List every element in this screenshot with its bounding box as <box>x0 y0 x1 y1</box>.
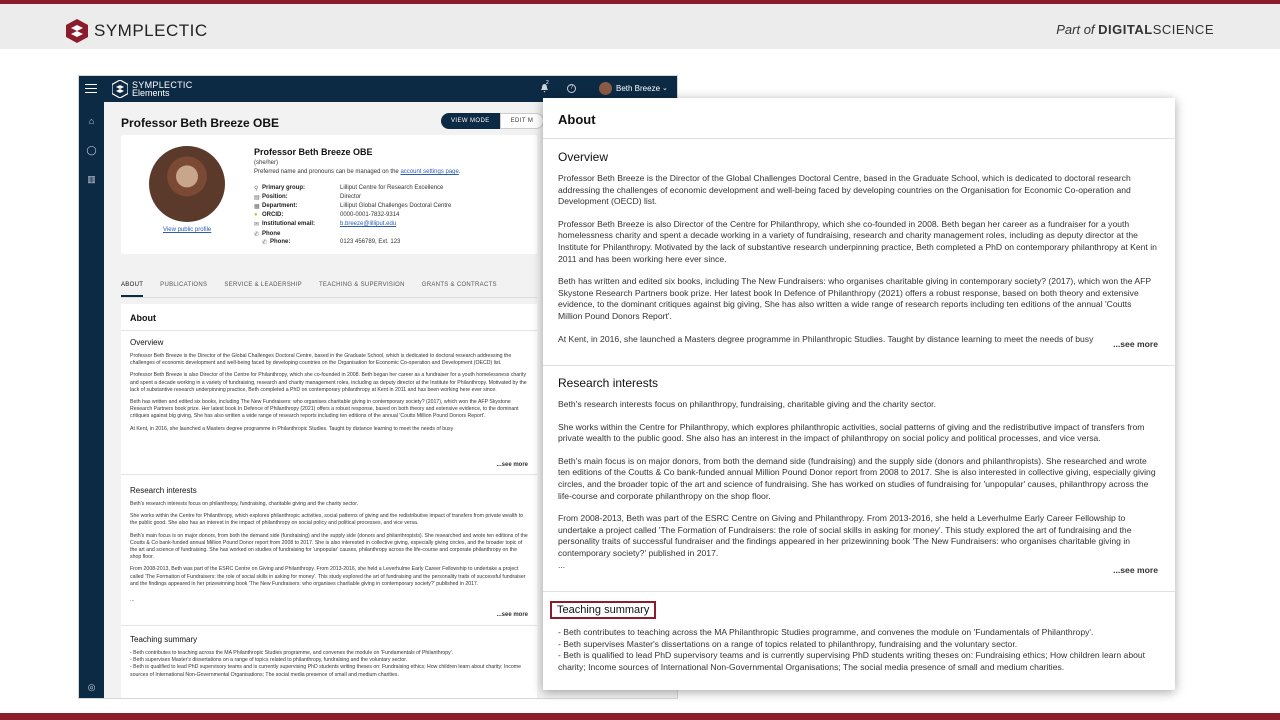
divider <box>121 625 537 626</box>
overview-paragraph: Professor Beth Breeze is also Director of the Centre for Philanthropy, which she co-founded in 2008. Beth began her career as a fundraiser for a youth homelessness charity and spent a decade working in a variety of fundraising, research and charity management roles, including as deputy director at the Institute for Philanthropy. Motivated by the lack of substantive research underpinning practice, Beth completed a PhD on contemporary philanthropy at Kent in 2011 and has been working here ever since. <box>558 218 1157 264</box>
position-row <box>254 194 361 201</box>
notification-count: 2 <box>546 80 549 86</box>
research-heading: Research interests <box>130 486 197 495</box>
about-zoom-overlay <box>543 98 1175 690</box>
research-paragraph: Beth's research interests focus on philanthropy, fundraising, charitable giving and the charity sector. <box>558 399 936 409</box>
teaching-line: - Beth is qualified to lead PhD supervisory teams and is currently supervising PhD students writing theses on: Fundraising ethics; How children learn about charity; Income sources of International Non-Governmental Organisations; The social media presence of small and medium charities. <box>130 664 521 678</box>
user-icon: ⚲ <box>254 186 259 192</box>
view-public-profile-link[interactable]: View public profile <box>163 227 212 233</box>
building-icon: ▦ <box>254 204 260 210</box>
profile-tabs <box>121 278 537 298</box>
avatar[interactable] <box>599 82 612 95</box>
profile-card <box>121 135 537 254</box>
orcid-row <box>254 212 399 218</box>
research-paragraph: She works within the Centre for Philanthropy, which explores philanthropic activities, social patterns of giving and the redistributive impact of transfers from private wealth to the public good. She also has an interest in the impact of philanthropy on social policy and political processes, and vice versa. <box>130 513 524 527</box>
field-label: Position: <box>262 194 288 200</box>
partner-prefix: Part of <box>1056 22 1095 37</box>
digital-science-logo <box>1056 22 1214 37</box>
divider <box>543 591 1175 592</box>
department-row <box>254 203 451 210</box>
teaching-heading: Teaching summary <box>130 635 198 644</box>
briefcase-icon: ▤ <box>254 195 260 201</box>
field-value: Director <box>340 194 362 200</box>
teaching-section <box>558 600 1158 673</box>
research-ellipsis: ... <box>558 559 566 570</box>
research-section <box>558 376 1158 575</box>
elements-logo-line2: Elements <box>132 88 170 98</box>
overview-paragraph: Beth has written and edited six books, including The New Fundraisers: who organises charitable giving in contemporary society? (2017), which won the AFP Skystone Research Partners book prize. Her latest book In Defence of Philanthropy (2021) offers a robust response, based on both theory and extensive evidence, to the dominant critiques against big giving, She has also written a wide range of research reports including ten editions of the annual 'Coutts Million Pound Donors Report'. <box>558 276 1151 321</box>
reports-icon[interactable]: ▥ <box>87 174 96 184</box>
field-label: Institutional email: <box>262 221 316 227</box>
research-paragraph: From 2008-2013, Beth was part of the ESRC Centre on Giving and Philanthropy. From 2013-2016, she held a Leverhulme Early Career Fellowship to undertake a project called 'The Formation of Fundraisers: the role of social skills in asking for money'. This study explored the art of fundraising and the personality traits of successful fundraiser and the findings appeared in her prizewinning book 'The New Fundraisers: who organises charitable giving in contemporary society?' published in 2017. <box>130 566 526 587</box>
profile-name: Professor Beth Breeze OBE <box>254 147 373 157</box>
user-name[interactable]: Beth Breeze <box>616 84 661 93</box>
divider <box>121 330 537 331</box>
symplectic-logo <box>66 19 208 43</box>
field-label: Department: <box>262 203 298 209</box>
phone-heading-row <box>254 231 340 238</box>
field-label: Phone: <box>270 239 291 245</box>
see-more-link[interactable]: ...see more <box>496 612 528 618</box>
tab-teaching-supervision[interactable]: TEACHING & SUPERVISION <box>318 282 405 288</box>
overview-heading: Overview <box>130 338 164 347</box>
about-card <box>121 304 537 699</box>
research-paragraph: Beth's main focus is on major donors, from both the demand side (fundraising) and the supply side (donors and philanthropists). She researched and wrote ten editions of the Coutts & Co bank-funded annual Million Pound Donor report from 2008 to 2017. She is also interested in collective giving, especially giving circles, and the broader topic of the art and science of fundraising. She has worked on studies of fundraising for 'unpopular' causes, philanthropy across the life-course and corporate philanthropy on the shop floor. <box>130 532 528 561</box>
teaching-line: - Beth supervises Master's dissertations on a range of topics related to philanthropy, fundraising and the voluntary sector. <box>558 638 1018 649</box>
phone-icon: ✆ <box>254 232 260 238</box>
teaching-line: - Beth is qualified to lead PhD supervisory teams and is currently supervising PhD students writing theses on: Fundraising ethics; How children learn about charity; Income sources of International Non-Governmental Organisations; The social media presence of small and medium charities. <box>558 650 1146 672</box>
preferred-name-note: Preferred name and pronouns can be managed on the account settings page. <box>254 169 461 175</box>
overview-paragraph: At Kent, in 2016, she launched a Masters degree programme in Philanthropic Studies. Taught by distance learning to meet the needs of busy <box>130 425 454 432</box>
overview-paragraph: At Kent, in 2016, she launched a Masters degree programme in Philanthropic Studies. Taught by distance learning to meet the needs of busy <box>558 333 1094 344</box>
account-settings-link[interactable]: account settings page <box>400 169 459 175</box>
teaching-section <box>130 635 528 679</box>
field-label: Phone <box>262 231 281 237</box>
overview-section <box>558 150 1158 356</box>
teaching-line: - Beth supervises Master's dissertations on a range of topics related to philanthropy, fundraising and the voluntary sector. <box>130 657 408 664</box>
profile-pronouns: (she/her) <box>254 160 279 166</box>
overview-section <box>130 338 528 468</box>
tab-publications[interactable]: PUBLICATIONS <box>160 282 208 288</box>
email-row <box>254 221 396 228</box>
phone-row <box>262 239 400 246</box>
menu-icon[interactable] <box>85 84 97 93</box>
research-paragraph: Beth's research interests focus on philanthropy, fundraising, charitable giving and the charity sector. <box>130 501 359 507</box>
elements-logo[interactable] <box>112 80 193 98</box>
field-label: ORCID: <box>262 212 284 218</box>
teaching-line: - Beth contributes to teaching across the MA Philanthropic Studies programme, and convenes the module on 'Fundamentals of Philanthropy'. <box>130 650 454 656</box>
research-paragraph: Beth's main focus is on major donors, from both the demand side (fundraising) and the supply side (donors and philanthropists). She researched and wrote ten editions of the Coutts & Co bank-funded annual Million Pound Donor report from 2008 to 2017. She is also interested in collective giving, especially giving circles, and the broader topic of the art and science of fundraising. She has worked on studies of fundraising for 'unpopular' causes, philanthropy across the life-course and corporate philanthropy on the shop floor. <box>558 455 1156 501</box>
chevron-down-icon[interactable]: ⌄ <box>662 85 668 92</box>
help-icon[interactable]: ? <box>567 84 576 93</box>
research-paragraph: She works within the Centre for Philanthropy, which explores philanthropic activities, social patterns of giving and the redistributive impact of transfers from private wealth to the public good. She also has an interest in the impact of philanthropy on social policy and political processes, and vice versa. <box>558 421 1145 444</box>
divider <box>543 365 1175 366</box>
research-ellipsis: ... <box>130 597 135 604</box>
email-icon: ✉ <box>254 222 260 228</box>
research-section <box>130 486 528 618</box>
orcid-icon: ● <box>254 212 258 218</box>
overview-paragraph: Professor Beth Breeze is also Director of the Centre for Philanthropy, which she co-founded in 2008. Beth began her career as a fundraiser for a youth homelessness charity and spent a decade working in a variety of fundraising, research and charity management roles, including as deputy director at the Institute for Philanthropy. Motivated by the lack of substantive research underpinning practice, Beth completed a PhD on contemporary philanthropy at Kent in 2011 and has been working here ever since. <box>130 372 527 393</box>
field-value: 0000-0001-7832-9314 <box>340 212 400 218</box>
tab-service-leadership[interactable]: SERVICE & LEADERSHIP <box>224 282 302 288</box>
partner-rest: SCIENCE <box>1152 22 1214 37</box>
field-label: Primary group: <box>262 185 306 191</box>
field-value: 0123 456789, Ext. 123 <box>340 239 401 245</box>
teaching-line: - Beth contributes to teaching across the MA Philanthropic Studies programme, and convenes the module on 'Fundamentals of Philanthropy'. <box>558 627 1094 637</box>
symplectic-mark-icon <box>66 19 88 43</box>
divider <box>543 138 1175 139</box>
support-icon[interactable]: ◎ <box>87 682 96 692</box>
tab-grants-contracts[interactable]: GRANTS & CONTRACTS <box>421 282 497 288</box>
overview-paragraph: Professor Beth Breeze is the Director of the Global Challenges Doctoral Centre, based in the Graduate School, which is dedicated to doctoral research addressing the challenges of economic development and well-being faced by developing countries on the Organisation for Economic Co-operation and Development (OECD) list. <box>130 353 512 367</box>
teaching-heading-highlighted: Teaching summary <box>550 601 656 619</box>
see-more-link[interactable]: ...see more <box>1113 339 1158 349</box>
research-paragraph: From 2008-2013, Beth was part of the ESRC Centre on Giving and Philanthropy. From 2013-2016, she held a Leverhulme Early Career Fellowship to undertake a project called 'The Formation of Fundraisers: the role of social skills in asking for money'. This study explored the art of fundraising and the personality traits of successful fundraiser and the findings appeared in her prizewinning book 'The New Fundraisers: who organises charitable giving in contemporary society?' published in 2017. <box>558 513 1132 558</box>
overview-paragraph: Professor Beth Breeze is the Director of the Global Challenges Doctoral Centre, based in the Graduate School, which is dedicated to doctoral research addressing the challenges of economic development and well-being faced by developing countries on the Organisation for Economic Co-operation and Development (OECD) list. <box>558 173 1131 207</box>
about-heading: About <box>558 112 596 127</box>
elements-mark-icon <box>112 80 128 98</box>
partner-bold: DIGITAL <box>1098 22 1153 37</box>
elements-logo-line1: SYMPLECTIC <box>132 80 193 90</box>
overview-heading: Overview <box>558 150 609 164</box>
research-heading: Research interests <box>558 376 659 390</box>
profile-photo <box>149 146 225 222</box>
tab-about[interactable]: ABOUT <box>121 278 143 297</box>
home-icon[interactable]: ⌂ <box>88 116 95 126</box>
teaching-heading-wrap <box>558 600 1158 619</box>
phone-icon: ✆ <box>262 240 268 246</box>
divider <box>121 474 537 475</box>
person-icon[interactable]: ◯ <box>86 145 97 155</box>
slide-header <box>0 4 1280 49</box>
field-value: Lilliput Global Challenges Doctoral Centre <box>340 203 452 209</box>
overview-paragraph: Beth has written and edited six books, including The New Fundraisers: who organises charitable giving in contemporary society? (2017), which won the AFP Skystone Research Partners book prize. Her latest book In Defence of Philanthropy (2021) offers a robust response, based on both theory and extensive evidence, to the dominant critiques against big giving, She has also written a wide range of research reports including ten editions of the annual 'Coutts Million Pound Donors Report'. <box>130 399 519 420</box>
edit-mode-button[interactable]: EDIT M <box>500 113 545 129</box>
see-more-link[interactable]: ...see more <box>1113 565 1158 575</box>
bottom-accent-stripe <box>0 713 1280 720</box>
view-mode-button[interactable]: VIEW MODE <box>441 113 500 129</box>
email-link[interactable]: b.breeze@lilliput.edu <box>340 221 397 227</box>
side-navigation <box>79 102 104 699</box>
field-value: Lilliput Centre for Research Excellence <box>340 185 444 191</box>
mode-toggle <box>441 113 544 129</box>
about-heading: About <box>130 313 156 323</box>
preferred-name-text: Preferred name and pronouns can be managed on the <box>254 169 399 175</box>
primary-group-row <box>254 185 443 192</box>
page-title: Professor Beth Breeze OBE <box>121 116 280 130</box>
symplectic-wordmark: SYMPLECTIC <box>94 21 208 40</box>
see-more-link[interactable]: ...see more <box>496 462 528 468</box>
